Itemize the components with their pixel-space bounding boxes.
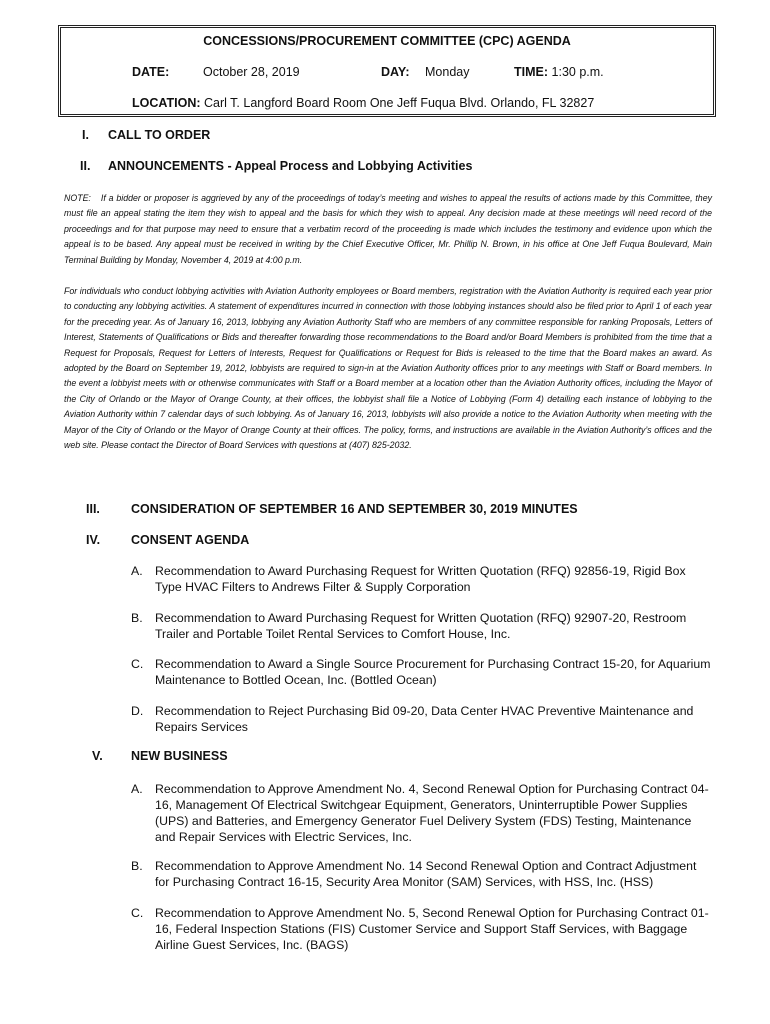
section-number: III. [86,502,100,516]
section-number: I. [82,128,89,142]
location-label: LOCATION: [132,96,201,110]
item-text: Recommendation to Approve Amendment No. 5, Second Renewal Option for Purchasing Contract 01-16, Federal Inspection Stations (FIS) Customer Service and Support Staff Services, with Baggage Airline Guest Services, Inc. (BAGS) [155,906,709,952]
item-text: Recommendation to Award a Single Source Procurement for Purchasing Contract 15-20, for Aquarium Maintenance to Bottled Ocean, Inc. (Bottled Ocean) [155,657,711,687]
section-title: CONSIDERATION OF SEPTEMBER 16 AND SEPTEMBER 30, 2019 MINUTES [131,502,578,516]
day-label: DAY: [381,65,410,79]
item-text: Recommendation to Award Purchasing Request for Written Quotation (RFQ) 92907-20, Restroom Trailer and Portable Toilet Rental Services to Comfort House, Inc. [155,611,687,641]
lobbying-paragraph: For individuals who conduct lobbying activities with Aviation Authority employees or Board members, registration with the Aviation Authority is required each year prior to conducting any lobbying activities. A statement of expenditures incurred in connection with those lobbying instances should also be filed prior to April 1 of each year for the preceding year. As of January 16, 2013, lobbying any Aviation Authority Staff who are members of any committee responsible for ranking Proposals, Letters of Interest, Statements of Qualifications or Bids and thereafter forwarding those recommendations to the Board and/or Board Members is prohibited from the time that a Request for Proposals, Request for Letters of Interests, Request for Qualifications or Request for Bids is released to the time that the Board makes an award. As adopted by the Board on September 19, 2012, lobbyists are required to sign-in at the Aviation Authority offices prior to any meetings with Staff or Board members. In the event a lobbyist meets with or otherwise communicates with Staff or a Board member at a location other than the Aviation Authority offices, including the Mayor of the City of Orlando or the Mayor of Orange County, at their offices, the lobbyist shall file a Notice of Lobbying (Form 4) detailing each instance of lobbying to the Aviation Authority within 7 calendar days of such lobbying. As of January 16, 2013, lobbyists will also provide a notice to the Aviation Authority when meeting with the Mayor of the City of Orlando or the Mayor of Orange County at their offices. The policy, forms, and instructions are available in the Aviation Authority’s offices and the web site. Please contact the Director of Board Services with questions at (407) 825-2032. [64,286,712,451]
time-label: TIME: [514,65,549,79]
consent-item-b [131,610,711,642]
date-value: October 28, 2019 [203,65,300,79]
new-business-item-c [131,905,711,953]
location-line [132,96,594,110]
item-letter: A. [131,564,143,578]
item-text: Recommendation to Approve Amendment No. 14 Second Renewal Option and Contract Adjustment for Purchasing Contract 16-15, Security Area Monitor (SAM) Services, with HSS, Inc. (HSS) [155,859,697,889]
section-title: NEW BUSINESS [131,749,228,763]
date-label: DATE: [132,65,170,79]
section-number: V. [92,749,103,763]
day-value: Monday [425,65,470,79]
location-value: Carl T. Langford Board Room One Jeff Fuqua Blvd. Orlando, FL 32827 [204,96,595,110]
time-field [514,65,604,79]
consent-item-d [131,703,711,735]
consent-item-a [131,563,711,595]
section-title: CONSENT AGENDA [131,533,250,547]
time-value: 1:30 p.m. [551,65,604,79]
item-letter: C. [131,657,144,671]
item-text: Recommendation to Reject Purchasing Bid 09-20, Data Center HVAC Preventive Maintenance and Repairs Services [155,704,694,734]
new-business-item-a [131,781,711,845]
appeal-note [64,191,712,268]
section-number: II. [80,159,91,173]
section-number: IV. [86,533,101,547]
note-text: If a bidder or proposer is aggrieved by any of the proceedings of today’s meeting and wishes to appeal the results of actions made by this Committee, they must file an appeal stating the item they wish to appeal and the basis for which they wish to appeal. Any decision made at these meetings will need record of the proceedings and for that purpose may need to ensure that a verbatim record of the proceeding is made which includes the testimony and evidence upon which the appeal is to be based. Any appeal must be received in writing by the Chief Executive Officer, Mr. Phillip N. Brown, in his office at One Jeff Fuqua Boulevard, Main Terminal Building by Monday, November 4, 2019 at 4:00 p.m. [64,193,712,265]
item-text: Recommendation to Award Purchasing Request for Written Quotation (RFQ) 92856-19, Rigid Box Type HVAC Filters to Andrews Filter & Supply Corporation [155,564,686,594]
item-letter: B. [131,859,143,873]
item-letter: D. [131,704,144,718]
new-business-item-b [131,858,711,890]
note-label: NOTE: [64,193,91,203]
item-letter: A. [131,782,143,796]
item-text: Recommendation to Approve Amendment No. 4, Second Renewal Option for Purchasing Contract 04-16, Management Of Electrical Switchgear Equipment, Generators, Uninterruptible Power Supplies (UPS) and Batteries, and Emergency Generator Fuel Delivery System (FDS) Testing, Maintenance and Repair Services with Electric Services, Inc. [155,782,709,844]
consent-item-c [131,656,711,688]
section-title: ANNOUNCEMENTS - Appeal Process and Lobbying Activities [108,159,473,173]
agenda-title: CONCESSIONS/PROCUREMENT COMMITTEE (CPC) AGENDA [203,34,571,48]
item-letter: C. [131,906,144,920]
item-letter: B. [131,611,143,625]
section-title: CALL TO ORDER [108,128,211,142]
